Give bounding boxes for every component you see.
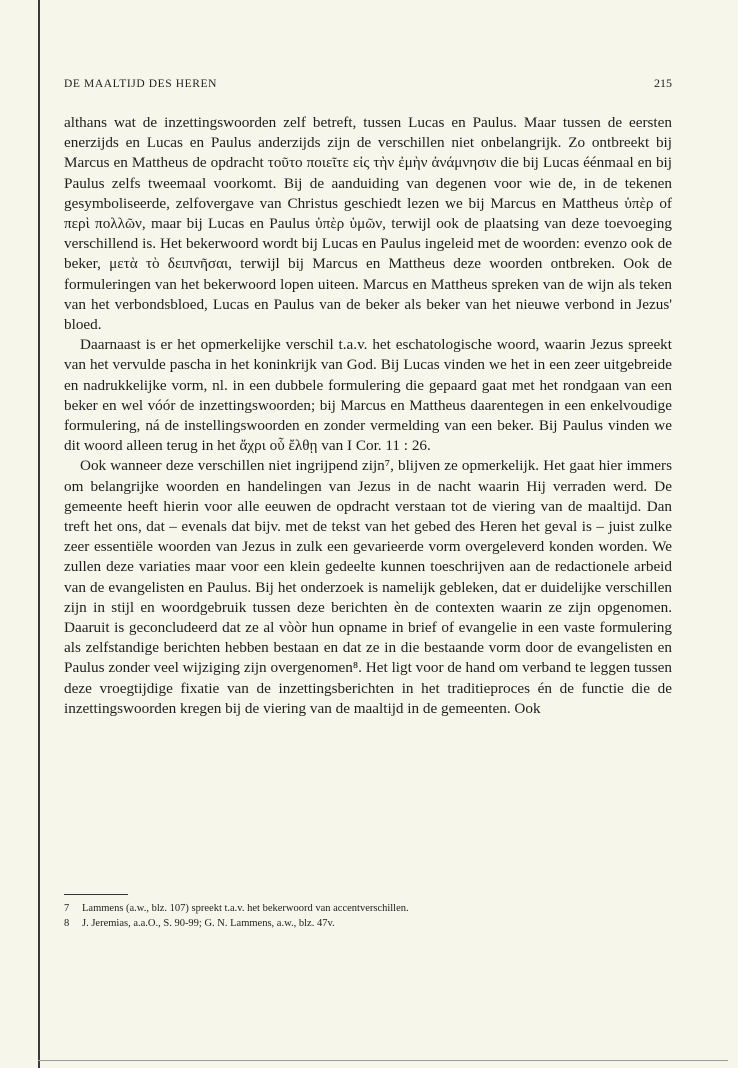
footnote-number: 8 bbox=[64, 918, 70, 929]
footnote-8 bbox=[64, 916, 672, 931]
page-left-edge bbox=[38, 0, 40, 1068]
footnote-text: Lammens (a.w., blz. 107) spreekt t.a.v. het bekerwoord van accentverschillen. bbox=[82, 903, 409, 914]
page-header bbox=[64, 76, 672, 91]
page-number: 215 bbox=[654, 76, 672, 90]
page-bottom-edge bbox=[38, 1060, 728, 1061]
footnotes bbox=[64, 894, 672, 931]
running-title: DE MAALTIJD DES HEREN bbox=[64, 78, 218, 90]
body-paragraph-3: Ook wanneer deze verschillen niet ingrijpend zijn⁷, blijven ze opmerkelijk. Het gaat hier immers om belangrijke woorden en handelingen van Jezus in de nacht waarin Hij verraden werd. De gemeente heeft hierin voor alle eeuwen de opdracht verstaan tot de viering van de maaltijd. Dan treft het ons, dat – evenals dat bijv. met de tekst van het gebed des Heren het geval is – juist zulke zeer essentiële woorden van Jezus in zulk een gevarieerde vorm overgeleverd konden worden. We zullen deze variaties maar voor een klein gedeelte kunnen toeschrijven aan de redactionele arbeid van de evangelisten en Paulus. Bij het onderzoek is namelijk gebleken, dat er duidelijke verschillen zijn in stijl en woordgebruik tussen deze berichten èn de contexten waarin ze zijn opgenomen. Daaruit is geconcludeerd dat ze al vòòr hun opname in brief of evangelie in een vaste formulering als zelfstandige berichten hebben bestaan en dat ze in die bestaande vorm door de evangelisten en Paulus zonder veel wijziging zijn overgenomen⁸. Het ligt voor de hand om verband te leggen tussen deze vroegtijdige fixatie van de inzettingsberichten in het traditieproces én de functie die de inzettingswoorden kregen bij de viering van de maaltijd in de gemeenten. Ook bbox=[64, 457, 672, 717]
body-paragraph-1: althans wat de inzettingswoorden zelf betreft, tussen Lucas en Paulus. Maar tussen de eersten enerzijds en Lucas en Paulus anderzijds zijn de verschillen niet onbelangrijk. Zo ontbreekt bij Marcus en Mattheus de opdracht τοῦτο ποιεῖτε εἰς τὴν ἐμὴν ἀνάμνησιν die bij Lucas éénmaal en bij Paulus zelfs tweemaal voorkomt. Bij de aanduiding van degenen voor wie de, in de tekenen gesymboliseerde, zelfovergave van Christus geschiedt lezen we bij Marcus en Mattheus ὑπὲρ of περὶ πολλῶν, maar bij Lucas en Paulus ὑπὲρ ὑμῶν, terwijl ook de plaatsing van deze toevoeging verschillend is. Het bekerwoord wordt bij Lucas en Paulus ingeleid met de woorden: evenzo ook de beker, μετὰ τὸ δειπνῆσαι, terwijl bij Marcus en Mattheus deze woorden ontbreken. Ook de formuleringen van het bekerwoord lopen uiteen. Marcus en Mattheus spreken van de wijn als teken van het verbondsbloed, Lucas en Paulus van de beker als beker van het nieuwe verbond in Jezus' bloed. bbox=[64, 114, 672, 334]
footnote-7 bbox=[64, 901, 672, 916]
document-page bbox=[64, 76, 672, 719]
footnote-rule bbox=[64, 894, 128, 895]
body-paragraph-2: Daarnaast is er het opmerkelijke verschil t.a.v. het eschatologische woord, waarin Jezus spreekt van het vervulde pascha in het koninkrijk van God. Bij Lucas vinden we het in een zeer uitgebreide en nadrukkelijke vorm, nl. in een dubbele formulering die gepaard gaat met het rondgaan van een beker en wel vóór de inzettingswoorden; bij Marcus en Mattheus daarentegen in een enkelvoudige formulering, ná de instellingswoorden en zonder vermelding van een beker. Bij Paulus vinden we dit woord alleen terug in het ἄχρι οὗ ἔλθῃ van I Cor. 11 : 26. bbox=[64, 336, 672, 455]
footnote-text: J. Jeremias, a.a.O., S. 90-99; G. N. Lammens, a.w., blz. 47v. bbox=[82, 918, 335, 929]
footnote-number: 7 bbox=[64, 903, 70, 914]
